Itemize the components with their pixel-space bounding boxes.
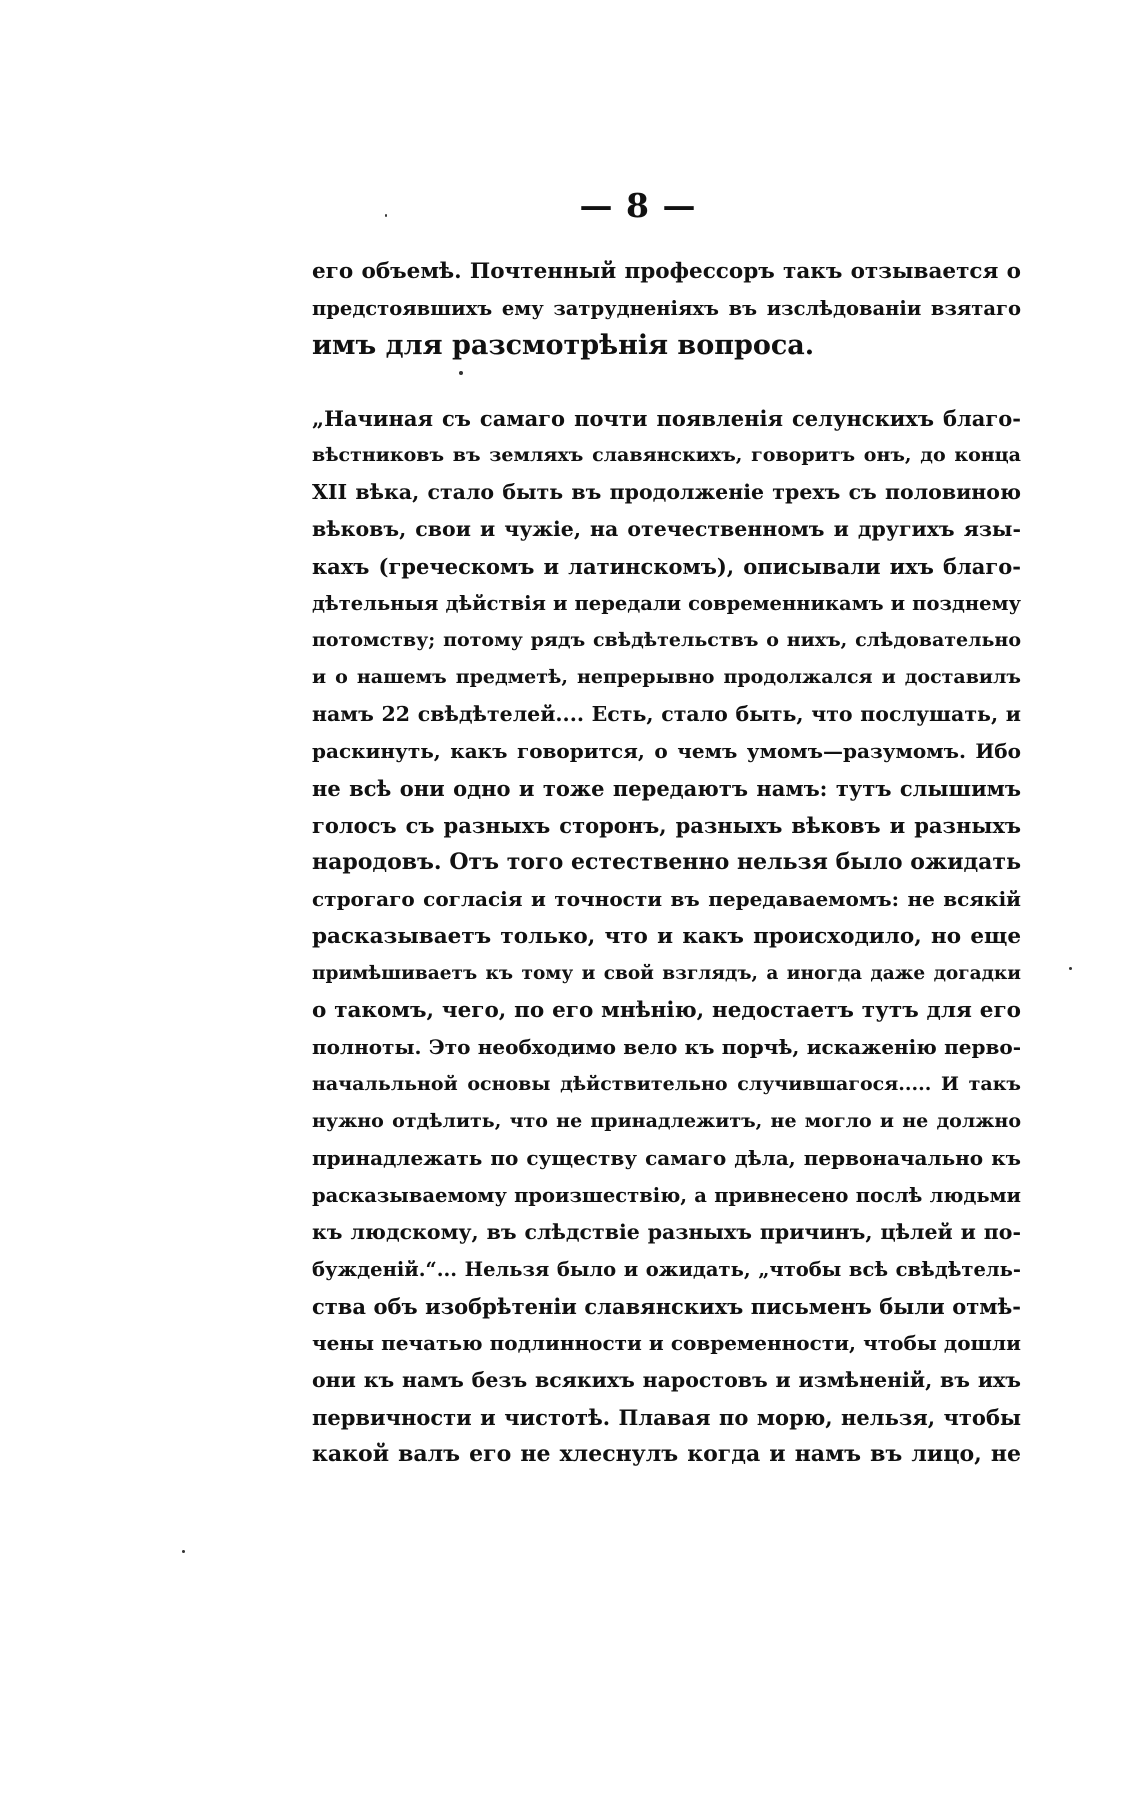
text-line: бужденій.“... Нельзя было и ожидать, „чтобы всѣ свѣдѣтель- <box>312 1258 1021 1281</box>
text-line: потомству; потому рядъ свѣдѣтельствъ о нихъ, слѣдовательно <box>312 629 1021 651</box>
text-line: кахъ (греческомъ и латинскомъ), описывали ихъ благо- <box>312 554 1021 579</box>
text-line: начальльной основы дѣйствительно случившагося..... И такъ <box>312 1073 1021 1095</box>
print-speck <box>385 214 387 217</box>
print-speck <box>459 371 463 375</box>
text-line: имъ для разсмотрѣнія вопроса. <box>312 330 815 361</box>
text-line: не всѣ они одно и тоже передаютъ намъ: тутъ слышимъ <box>312 776 1021 801</box>
text-line: нужно отдѣлить, что не принадлежитъ, не могло и не должно <box>312 1110 1021 1132</box>
text-line: полноты. Это необходимо вело къ порчѣ, искаженію перво- <box>312 1035 1021 1059</box>
text-line: примѣшиваетъ къ тому и свой взглядъ, а иногда даже догадки <box>312 963 1021 984</box>
text-line: народовъ. Отъ того естественно нельзя было ожидать <box>312 849 1021 875</box>
text-line: раскинуть, какъ говорится, о чемъ умомъ—разумомъ. Ибо <box>312 739 1021 763</box>
text-line: расказываемому произшествію, а привнесено послѣ людьми <box>312 1184 1021 1207</box>
text-line: первичности и чистотѣ. Плавая по морю, нельзя, чтобы <box>312 1405 1021 1430</box>
text-line: голосъ съ разныхъ сторонъ, разныхъ вѣковъ и разныхъ <box>312 813 1021 838</box>
text-line: предстоявшихъ ему затрудненіяхъ въ изслѣдованіи взятаго <box>312 297 1021 320</box>
text-line: вѣковъ, свои и чужіе, на отечественномъ и другихъ язы- <box>312 517 1021 541</box>
text-line: строгаго согласія и точности въ передаваемомъ: не всякій <box>312 887 1021 911</box>
text-line: какой валъ его не хлеснулъ когда и намъ въ лицо, не <box>312 1441 1021 1467</box>
text-line: чены печатью подлинности и современности, чтобы дошли <box>312 1331 1021 1355</box>
paragraph-2 <box>312 400 1021 1473</box>
print-speck <box>1069 967 1072 970</box>
text-line: принадлежать по существу самаго дѣла, первоначально къ <box>312 1146 1021 1170</box>
text-line: къ людскому, въ слѣдствіе разныхъ причинъ, цѣлей и по- <box>312 1220 1021 1244</box>
text-line: XII вѣка, стало быть въ продолженіе трехъ съ половиною <box>312 480 1021 504</box>
text-line: намъ 22 свѣдѣтелей.... Есть, стало быть, что послушать, и <box>312 702 1021 726</box>
text-line: о такомъ, чего, по его мнѣнію, недостаетъ тутъ для его <box>312 998 1021 1023</box>
text-line: его объемѣ. Почтенный профессоръ такъ отзывается о <box>312 259 1021 284</box>
paragraph-1 <box>312 253 1021 364</box>
text-line: „Начиная съ самаго почти появленія селунскихъ благо- <box>312 406 1021 431</box>
text-line: они къ намъ безъ всякихъ наростовъ и измѣненій, въ ихъ <box>312 1368 1021 1392</box>
page-number: — 8 — <box>579 186 697 225</box>
text-line: ства объ изобрѣтеніи славянскихъ письменъ были отмѣ- <box>312 1294 1021 1319</box>
text-line: дѣтельныя дѣйствія и передали современникамъ и позднему <box>312 592 1021 615</box>
print-speck <box>182 1550 185 1553</box>
text-line: и о нашемъ предметѣ, непрерывно продолжался и доставилъ <box>312 666 1021 688</box>
text-line: расказываетъ только, что и какъ происходило, но еще <box>312 924 1021 949</box>
text-line: вѣстниковъ въ земляхъ славянскихъ, говоритъ онъ, до конца <box>312 444 1021 466</box>
